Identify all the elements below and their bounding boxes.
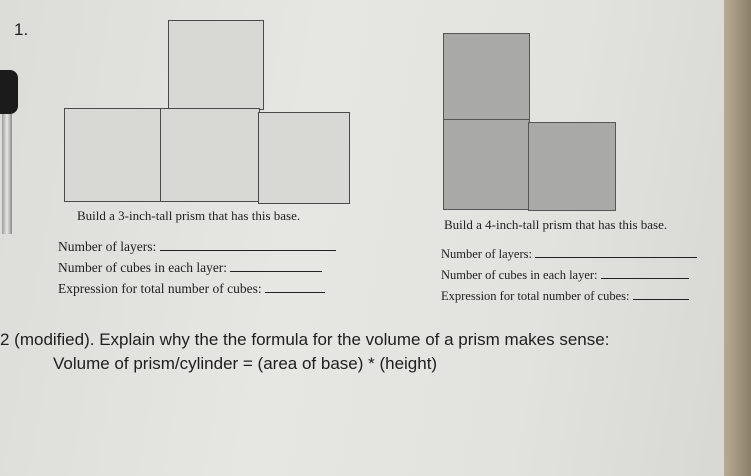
right-expression-label: Expression for total number of cubes: xyxy=(441,289,630,303)
right-layers-label: Number of layers: xyxy=(441,247,532,261)
pen-body xyxy=(2,114,12,234)
right-caption: Build a 4-inch-tall prism that has this base. xyxy=(444,217,668,232)
base-square xyxy=(160,108,260,202)
base-square xyxy=(528,122,616,211)
right-cubes-row xyxy=(441,266,689,283)
base-square xyxy=(258,112,350,204)
question2-formula: Volume of prism/cylinder = (area of base) * (height) xyxy=(53,354,438,373)
right-cubes-label: Number of cubes in each layer: xyxy=(441,268,598,282)
problem-number: 1. xyxy=(14,20,29,39)
left-cubes-label: Number of cubes in each layer: xyxy=(58,260,228,275)
paper-edge xyxy=(724,0,751,476)
question2-prompt: 2 (modified). Explain why the the formula for the volume of a prism makes sense: xyxy=(0,330,610,349)
right-cubes-blank[interactable] xyxy=(601,266,689,279)
base-square xyxy=(443,33,530,121)
pen xyxy=(0,70,18,240)
left-expression-label: Expression for total number of cubes: xyxy=(58,281,262,296)
left-expression-row xyxy=(58,280,325,297)
right-expression-blank[interactable] xyxy=(633,287,689,300)
left-layers-blank[interactable] xyxy=(160,238,336,251)
left-expression-blank[interactable] xyxy=(265,280,325,293)
base-square xyxy=(168,20,264,110)
right-expression-row xyxy=(441,287,689,304)
left-layers-label: Number of layers: xyxy=(58,239,157,254)
right-layers-row xyxy=(441,245,697,262)
base-square xyxy=(443,119,530,210)
left-layers-row xyxy=(58,238,336,255)
pen-cap xyxy=(0,70,18,114)
left-cubes-row xyxy=(58,259,322,276)
right-layers-blank[interactable] xyxy=(535,245,697,258)
left-caption: Build a 3-inch-tall prism that has this base. xyxy=(77,208,301,223)
left-cubes-blank[interactable] xyxy=(230,259,322,272)
base-square xyxy=(64,108,162,202)
